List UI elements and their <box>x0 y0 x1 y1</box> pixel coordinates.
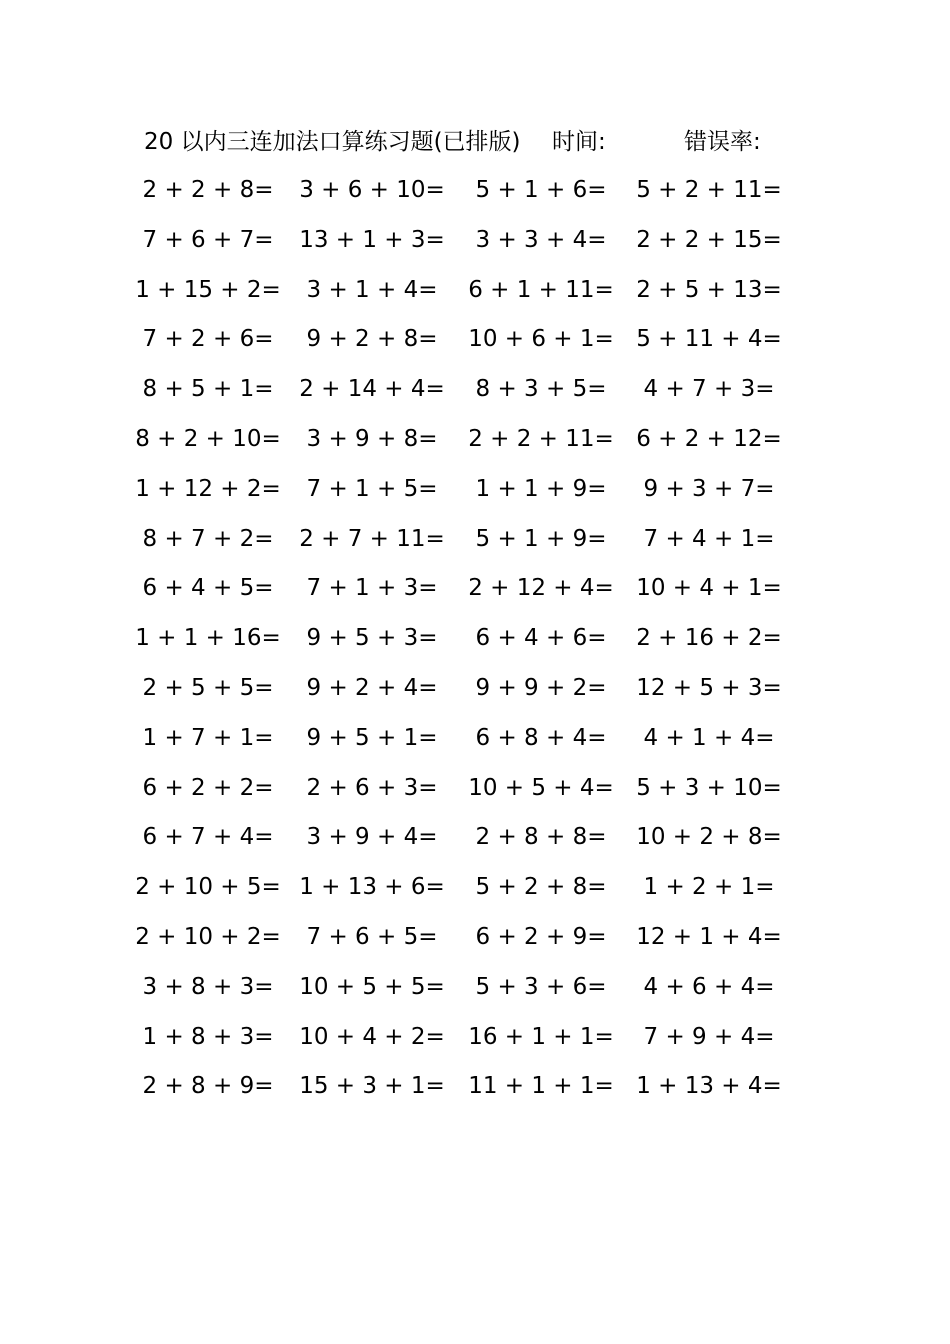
addition-problem: 6 + 4 + 5= <box>142 575 274 602</box>
addition-problem: 3 + 9 + 8= <box>306 425 438 452</box>
addition-problem: 10 + 4 + 1= <box>636 575 782 602</box>
problem-row <box>0 614 950 664</box>
addition-problem: 7 + 2 + 6= <box>142 326 274 353</box>
addition-problem: 10 + 2 + 8= <box>636 824 782 851</box>
problem-row <box>0 415 950 465</box>
addition-problem: 2 + 14 + 4= <box>299 376 445 403</box>
worksheet-title: 20 以内三连加法口算练习题(已排版) <box>144 129 521 155</box>
addition-problem: 10 + 4 + 2= <box>299 1023 445 1050</box>
addition-problem: 6 + 1 + 11= <box>468 276 614 303</box>
addition-problem: 3 + 9 + 4= <box>306 824 438 851</box>
addition-problem: 2 + 10 + 5= <box>135 874 281 901</box>
addition-problem: 1 + 15 + 2= <box>135 276 281 303</box>
addition-problem: 2 + 2 + 8= <box>142 177 274 203</box>
addition-problem: 1 + 1 + 9= <box>475 475 607 502</box>
addition-problem: 6 + 2 + 2= <box>142 774 274 801</box>
problem-row <box>0 664 950 714</box>
addition-problem: 3 + 6 + 10= <box>299 177 445 203</box>
addition-problem: 9 + 2 + 8= <box>306 326 438 353</box>
addition-problem: 2 + 5 + 13= <box>636 276 782 303</box>
addition-problem: 9 + 3 + 7= <box>643 475 775 502</box>
addition-problem: 7 + 6 + 7= <box>142 226 274 253</box>
addition-problem: 2 + 2 + 11= <box>468 425 614 452</box>
problem-row <box>0 813 950 863</box>
problem-row <box>0 216 950 266</box>
addition-problem: 6 + 4 + 6= <box>475 625 607 652</box>
addition-problem: 6 + 2 + 12= <box>636 425 782 452</box>
addition-problem: 2 + 12 + 4= <box>468 575 614 602</box>
addition-problem: 10 + 5 + 5= <box>299 973 445 1000</box>
problem-row <box>0 963 950 1013</box>
addition-problem: 5 + 1 + 9= <box>475 525 607 552</box>
addition-problem: 13 + 1 + 3= <box>299 226 445 253</box>
addition-problem: 8 + 7 + 2= <box>142 525 274 552</box>
addition-problem: 5 + 2 + 11= <box>636 177 782 203</box>
problem-row <box>0 564 950 614</box>
problem-row <box>0 315 950 365</box>
addition-problem: 2 + 2 + 15= <box>636 226 782 253</box>
addition-problem: 7 + 1 + 3= <box>306 575 438 602</box>
addition-problem: 11 + 1 + 1= <box>468 1073 614 1100</box>
problem-row <box>0 365 950 415</box>
addition-problem: 9 + 5 + 3= <box>306 625 438 652</box>
time-label: 时间: <box>552 129 606 155</box>
addition-problem: 8 + 3 + 5= <box>475 376 607 403</box>
addition-problem: 9 + 9 + 2= <box>475 674 607 701</box>
problem-row <box>0 863 950 913</box>
addition-problem: 7 + 1 + 5= <box>306 475 438 502</box>
addition-problem: 15 + 3 + 1= <box>299 1073 445 1100</box>
addition-problem: 1 + 13 + 4= <box>636 1073 782 1100</box>
problem-row <box>0 913 950 963</box>
addition-problem: 4 + 7 + 3= <box>643 376 775 403</box>
addition-problem: 6 + 8 + 4= <box>475 724 607 751</box>
addition-problem: 10 + 5 + 4= <box>468 774 614 801</box>
addition-problem: 5 + 1 + 6= <box>475 177 607 203</box>
addition-problem: 7 + 9 + 4= <box>643 1023 775 1050</box>
addition-problem: 3 + 8 + 3= <box>142 973 274 1000</box>
problem-row <box>0 266 950 316</box>
problem-row <box>0 166 950 216</box>
addition-problem: 2 + 7 + 11= <box>299 525 445 552</box>
addition-problem: 2 + 10 + 2= <box>135 923 281 950</box>
addition-problem: 1 + 8 + 3= <box>142 1023 274 1050</box>
addition-problem: 1 + 13 + 6= <box>299 874 445 901</box>
error-rate-label: 错误率: <box>684 129 761 155</box>
addition-problem: 4 + 1 + 4= <box>643 724 775 751</box>
addition-problem: 12 + 5 + 3= <box>636 674 782 701</box>
addition-problem: 9 + 5 + 1= <box>306 724 438 751</box>
addition-problem: 2 + 8 + 8= <box>475 824 607 851</box>
addition-problem: 6 + 7 + 4= <box>142 824 274 851</box>
addition-problem: 10 + 6 + 1= <box>468 326 614 353</box>
addition-problem: 5 + 3 + 6= <box>475 973 607 1000</box>
addition-problem: 7 + 4 + 1= <box>643 525 775 552</box>
addition-problem: 8 + 5 + 1= <box>142 376 274 403</box>
problem-row <box>0 764 950 814</box>
addition-problem: 1 + 7 + 1= <box>142 724 274 751</box>
addition-problem: 6 + 2 + 9= <box>475 923 607 950</box>
addition-problem: 2 + 8 + 9= <box>142 1073 274 1100</box>
worksheet-header <box>0 124 950 160</box>
addition-problem: 7 + 6 + 5= <box>306 923 438 950</box>
addition-problem: 5 + 11 + 4= <box>636 326 782 353</box>
addition-problem: 2 + 16 + 2= <box>636 625 782 652</box>
addition-problem: 16 + 1 + 1= <box>468 1023 614 1050</box>
addition-problem: 5 + 3 + 10= <box>636 774 782 801</box>
addition-problem: 4 + 6 + 4= <box>643 973 775 1000</box>
problem-row <box>0 465 950 515</box>
problem-row <box>0 515 950 565</box>
problem-row <box>0 1013 950 1063</box>
addition-problem: 2 + 6 + 3= <box>306 774 438 801</box>
addition-problem: 3 + 3 + 4= <box>475 226 607 253</box>
addition-problem: 1 + 12 + 2= <box>135 475 281 502</box>
addition-problem: 1 + 1 + 16= <box>135 625 281 652</box>
problem-grid <box>0 166 950 1112</box>
addition-problem: 8 + 2 + 10= <box>135 425 281 452</box>
addition-problem: 5 + 2 + 8= <box>475 874 607 901</box>
addition-problem: 2 + 5 + 5= <box>142 674 274 701</box>
addition-problem: 12 + 1 + 4= <box>636 923 782 950</box>
problem-row <box>0 1062 950 1112</box>
addition-problem: 1 + 2 + 1= <box>643 874 775 901</box>
problem-row <box>0 714 950 764</box>
addition-problem: 3 + 1 + 4= <box>306 276 438 303</box>
addition-problem: 9 + 2 + 4= <box>306 674 438 701</box>
